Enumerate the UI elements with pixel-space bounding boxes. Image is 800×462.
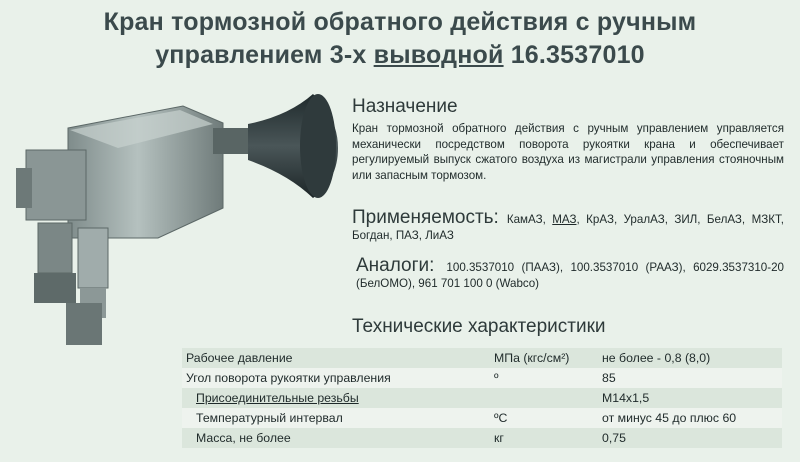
spec-value: не более - 0,8 (8,0) (598, 348, 782, 368)
spec-unit: ºС (490, 408, 598, 428)
spec-unit: º (490, 368, 598, 388)
applicability-label: Применяемость: (352, 207, 499, 228)
analogs-label: Аналоги: (356, 255, 435, 276)
title-line-2-underlined: выводной (373, 41, 504, 69)
spec-name: Масса, не более (182, 428, 490, 448)
table-row (182, 408, 782, 428)
title-line-2-suffix: 16.3537010 (503, 41, 645, 69)
spec-unit: МПа (кгс/см²) (490, 348, 598, 368)
spec-value: М14x1,5 (598, 388, 782, 408)
spec-value: 85 (598, 368, 782, 388)
purpose-heading: Назначение (352, 96, 458, 117)
spec-name: Рабочее давление (182, 348, 490, 368)
applicability-after: , КрАЗ, УралАЗ, ЗИЛ, БелАЗ, МЗКТ, Богдан, ПАЗ, ЛиАЗ (352, 213, 784, 242)
analogs-text: 100.3537010 (ПААЗ), 100.3537010 (РААЗ), 6029.3537310-20 (БелОМО), 961 701 100 0 (Wabco) (356, 261, 784, 290)
spec-value: от минус 45 до плюс 60 (598, 408, 782, 428)
title-line-1: Кран тормозной обратного действия с ручным (103, 8, 697, 36)
analogs-block (356, 255, 784, 292)
page-title (40, 6, 760, 72)
spec-name: Присоединительные резьбы (182, 388, 490, 408)
table-row (182, 428, 782, 448)
table-row (182, 348, 782, 368)
applicability-underlined: МАЗ (552, 213, 577, 226)
specs-table (182, 348, 782, 448)
title-line-2-prefix: управлением 3-х (155, 41, 374, 69)
applicability-block (352, 207, 784, 244)
spec-value: 0,75 (598, 428, 782, 448)
title-line-2 (40, 39, 760, 72)
brake-valve-image (8, 88, 343, 350)
table-row (182, 388, 782, 408)
purpose-text: Кран тормозной обратного действия с ручным управлением управляется механически посредством поворота рукоятки крана и обеспечивает регулируемый выпуск сжатого воздуха из магистрали управления стояночным или запасным тормозом. (352, 122, 784, 182)
spec-name: Температурный интервал (182, 408, 490, 428)
tech-heading: Технические характеристики (352, 316, 606, 337)
spec-unit (490, 388, 598, 408)
applicability-before: КамАЗ, (506, 213, 546, 226)
table-row (182, 368, 782, 388)
spec-unit: кг (490, 428, 598, 448)
spec-name: Угол поворота рукоятки управления (182, 368, 490, 388)
